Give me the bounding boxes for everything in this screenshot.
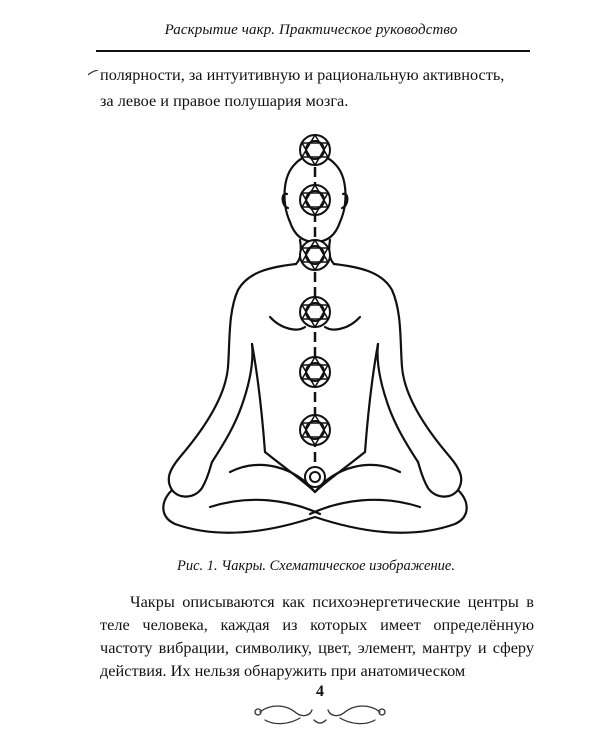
chakra-heart-icon xyxy=(300,297,330,327)
chakra-solar-plexus-icon xyxy=(300,357,330,387)
chakra-figure xyxy=(150,122,480,552)
chakra-root-icon xyxy=(305,467,325,487)
footer-ornament-icon xyxy=(240,690,400,730)
chakra-third-eye-icon xyxy=(300,185,330,215)
chakra-sacral-icon xyxy=(300,415,330,445)
header-rule xyxy=(96,50,530,52)
chakra-throat-icon xyxy=(300,240,330,270)
margin-mark-icon xyxy=(88,70,98,76)
chakra-crown-icon xyxy=(300,135,330,165)
top-line-1: полярности, за интуитивную и рациональную активность, xyxy=(100,65,505,84)
running-header: Раскрытие чакр. Практическое руководство xyxy=(164,22,458,38)
chakra-symbols xyxy=(300,135,330,487)
page-number: 4 xyxy=(316,683,324,700)
bottom-paragraph xyxy=(100,590,534,682)
top-line-2: за левое и правое полушария мозга. xyxy=(100,91,349,110)
bottom-paragraph-text: Чакры описываются как психоэнергетические центры в теле человека, каждая из которых имеет определённую частоту вибрации, символику, цвет, элемент, мантру и сферу действия. Их нельзя обнаружить при анатомическом xyxy=(100,592,534,680)
figure-caption: Рис. 1. Чакры. Схематическое изображение. xyxy=(177,558,455,574)
top-paragraph xyxy=(100,62,540,114)
